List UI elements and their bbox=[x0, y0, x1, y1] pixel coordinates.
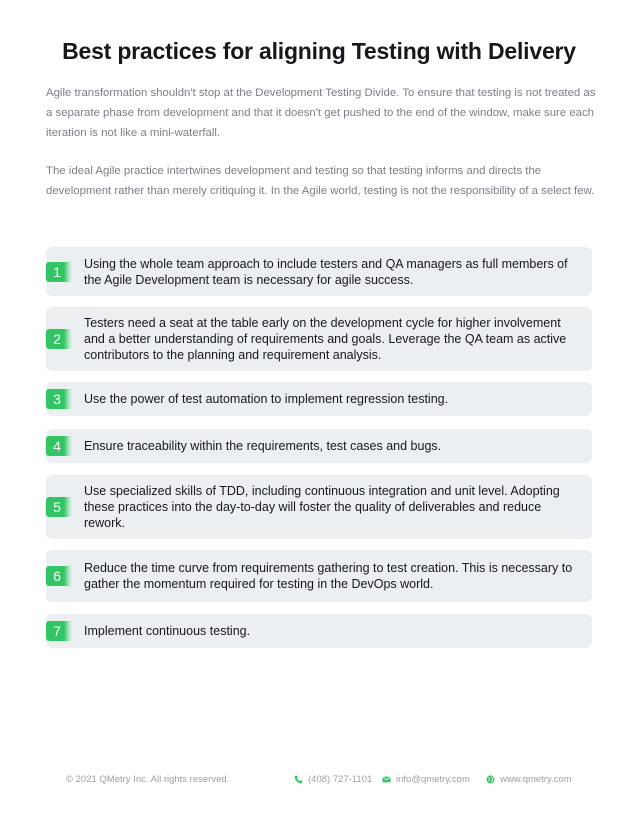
phone-icon bbox=[294, 775, 303, 784]
intro-paragraph-1: Agile transformation shouldn't stop at the Development Testing Divide. To ensure that testing is not treated as a separate phase from development and that it doesn't get pushed to the end of the window, make sure each iteration is not like a mini-waterfall. bbox=[46, 87, 596, 139]
practice-number-badge: 3 bbox=[46, 389, 68, 409]
page-title: Best practices for aligning Testing with Delivery bbox=[62, 38, 576, 64]
practice-number-badge: 2 bbox=[46, 329, 68, 349]
practice-text: Reduce the time curve from requirements gathering to test creation. This is necessary to gather the momentum required for testing in the DevOps world. bbox=[84, 561, 573, 591]
practice-number-badge: 5 bbox=[46, 497, 68, 517]
practice-item-2 bbox=[46, 307, 592, 371]
globe-icon bbox=[486, 775, 495, 784]
envelope-icon bbox=[382, 775, 391, 784]
practice-number-badge: 1 bbox=[46, 262, 68, 282]
practice-text: Use the power of test automation to implement regression testing. bbox=[84, 392, 449, 406]
practice-text: Use specialized skills of TDD, including continuous integration and unit level. Adopting these practices into the day-to-day will foster the quality of deliverables and reduce rework. bbox=[84, 484, 560, 530]
practice-text: Using the whole team approach to include testers and QA managers as full members of the Agile Development team is necessary for agile success. bbox=[84, 256, 568, 287]
footer-phone[interactable] bbox=[294, 774, 372, 785]
practice-text: Testers need a seat at the table early on the development cycle for higher involvement and a better understanding of requirements and goals. Leverage the QA team as active contributors to the planning and requirement analysis. bbox=[84, 316, 567, 362]
practice-item-1 bbox=[46, 247, 592, 296]
practice-text: Ensure traceability within the requirements, test cases and bugs. bbox=[84, 439, 442, 453]
phone-number: (408) 727-1101 bbox=[308, 774, 373, 785]
intro-paragraph-2: The ideal Agile practice intertwines development and testing so that testing informs and directs the development rather than merely critiquing it. In the Agile world, testing is not the responsibility of a select few. bbox=[46, 165, 595, 197]
footer-website[interactable] bbox=[486, 774, 572, 785]
practice-number-badge: 4 bbox=[46, 436, 68, 456]
footer-email[interactable] bbox=[382, 774, 470, 785]
practice-number-badge: 7 bbox=[46, 621, 68, 641]
footer bbox=[0, 771, 638, 787]
practice-item-3 bbox=[46, 382, 592, 416]
practice-text: Implement continuous testing. bbox=[84, 624, 251, 638]
practice-item-4 bbox=[46, 429, 592, 463]
copyright-text: © 2021 QMetry Inc. All rights reserved. bbox=[66, 774, 230, 785]
website-url: www.qmetry.com bbox=[500, 774, 572, 785]
practice-item-6 bbox=[46, 550, 592, 602]
email-address: info@qmetry.com bbox=[396, 774, 470, 785]
practice-item-7 bbox=[46, 614, 592, 648]
practice-item-5 bbox=[46, 475, 592, 539]
practice-number-badge: 6 bbox=[46, 566, 68, 586]
